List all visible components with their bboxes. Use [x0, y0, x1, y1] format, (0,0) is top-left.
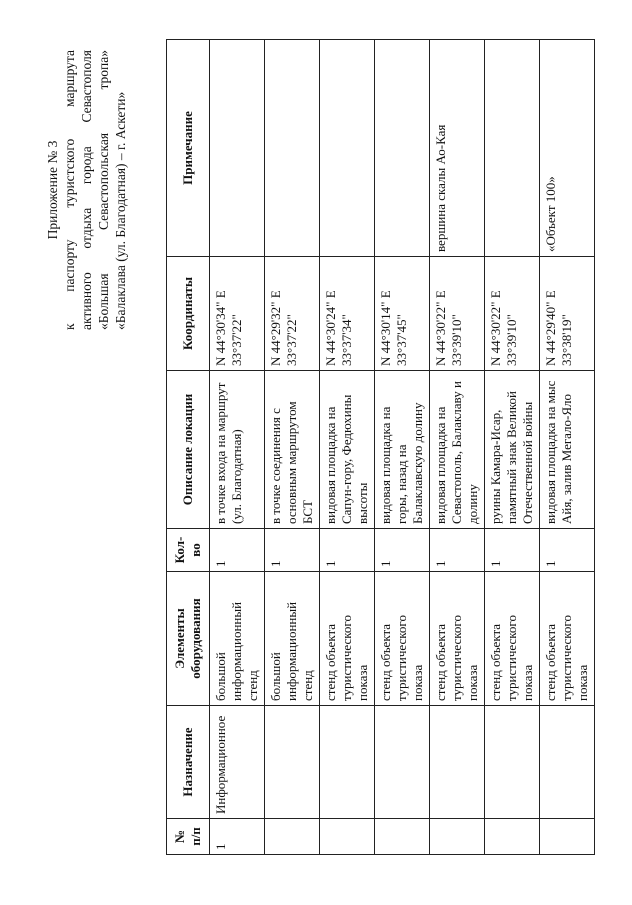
- cell-coords: N 44°29'32" E 33°37'22": [265, 257, 320, 371]
- cell-note: [210, 40, 265, 257]
- cell-description: видовая площадка на Севастополь, Балаклаву и долину: [430, 371, 485, 529]
- cell-element: стенд объекта туристического показа: [320, 572, 375, 706]
- cell-count: 1: [540, 529, 595, 572]
- table-row: [375, 40, 430, 855]
- header-line: «Большая Севастопольская тропа»: [96, 50, 111, 330]
- cell-description: в точке соединения с основным маршрутом БСТ: [265, 371, 320, 529]
- table-row: [430, 40, 485, 855]
- cell-number: [430, 819, 485, 855]
- appendix-title: Приложение № 3: [45, 140, 60, 240]
- cell-description: видовая площадка на мыс Айя, залив Мегало-Яло: [540, 371, 595, 529]
- cell-element: большой информационный стенд: [265, 572, 320, 706]
- cell-count: 1: [375, 529, 430, 572]
- cell-purpose: Информационное: [210, 706, 265, 819]
- header-line: активного отдыха города Севастополя: [79, 50, 94, 330]
- cell-count: 1: [320, 529, 375, 572]
- cell-note: [485, 40, 540, 257]
- table-row: [320, 40, 375, 855]
- cell-coords: N 44°30'22" E 33°39'10": [430, 257, 485, 371]
- cell-coords: N 44°30'24" E 33°37'34": [320, 257, 375, 371]
- cell-description: видовая площадка на Сапун-гору, Федюхины высоты: [320, 371, 375, 529]
- cell-count: 1: [485, 529, 540, 572]
- cell-note: [375, 40, 430, 257]
- cell-count: 1: [210, 529, 265, 572]
- cell-purpose: [430, 706, 485, 819]
- cell-number: [540, 819, 595, 855]
- cell-note: [265, 40, 320, 257]
- cell-description: руины Камара-Исар, памятный знак Великой Отечественной войны: [485, 371, 540, 529]
- cell-purpose: [540, 706, 595, 819]
- locations-table: [166, 39, 595, 855]
- cell-element: стенд объекта туристического показа: [430, 572, 485, 706]
- table-row: [485, 40, 540, 855]
- table-row: [210, 40, 265, 855]
- cell-note: вершина скалы Ао-Кая: [430, 40, 485, 257]
- table-header-row: [167, 40, 210, 855]
- cell-coords: N 44°30'34" E 33°37'22": [210, 257, 265, 371]
- cell-element: большой информационный стенд: [210, 572, 265, 706]
- header-line: «Балаклава (ул. Благодатная) – г. Аскети»: [113, 91, 128, 330]
- cell-element: стенд объекта туристического показа: [485, 572, 540, 706]
- cell-purpose: [375, 706, 430, 819]
- cell-number: [485, 819, 540, 855]
- cell-note: [320, 40, 375, 257]
- column-header: Элементы оборудования: [167, 572, 210, 706]
- cell-element: стенд объекта туристического показа: [540, 572, 595, 706]
- cell-coords: N 44°29'40" E 33°38'19": [540, 257, 595, 371]
- table-row: [540, 40, 595, 855]
- cell-description: видовая площадка на горы, назад на Балаклавскую долину: [375, 371, 430, 529]
- cell-number: [375, 819, 430, 855]
- cell-count: 1: [265, 529, 320, 572]
- cell-purpose: [320, 706, 375, 819]
- cell-number: 1: [210, 819, 265, 855]
- cell-purpose: [265, 706, 320, 819]
- cell-purpose: [485, 706, 540, 819]
- cell-coords: N 44°30'14" E 33°37'45": [375, 257, 430, 371]
- cell-element: стенд объекта туристического показа: [375, 572, 430, 706]
- header-line: к паспорту туристского маршрута: [62, 50, 77, 330]
- column-header: Координаты: [167, 257, 210, 371]
- cell-description: в точке входа на маршрут (ул. Благодатная): [210, 371, 265, 529]
- table-row: [265, 40, 320, 855]
- cell-number: [320, 819, 375, 855]
- appendix-header: [44, 50, 129, 330]
- column-header: Примечание: [167, 40, 210, 257]
- column-header: Описание локации: [167, 371, 210, 529]
- column-header: № п/п: [167, 819, 210, 855]
- cell-note: «Объект 100»: [540, 40, 595, 257]
- cell-coords: N 44°30'22" E 33°39'10": [485, 257, 540, 371]
- column-header: Кол-во: [167, 529, 210, 572]
- column-header: Назначение: [167, 706, 210, 819]
- cell-number: [265, 819, 320, 855]
- cell-count: 1: [430, 529, 485, 572]
